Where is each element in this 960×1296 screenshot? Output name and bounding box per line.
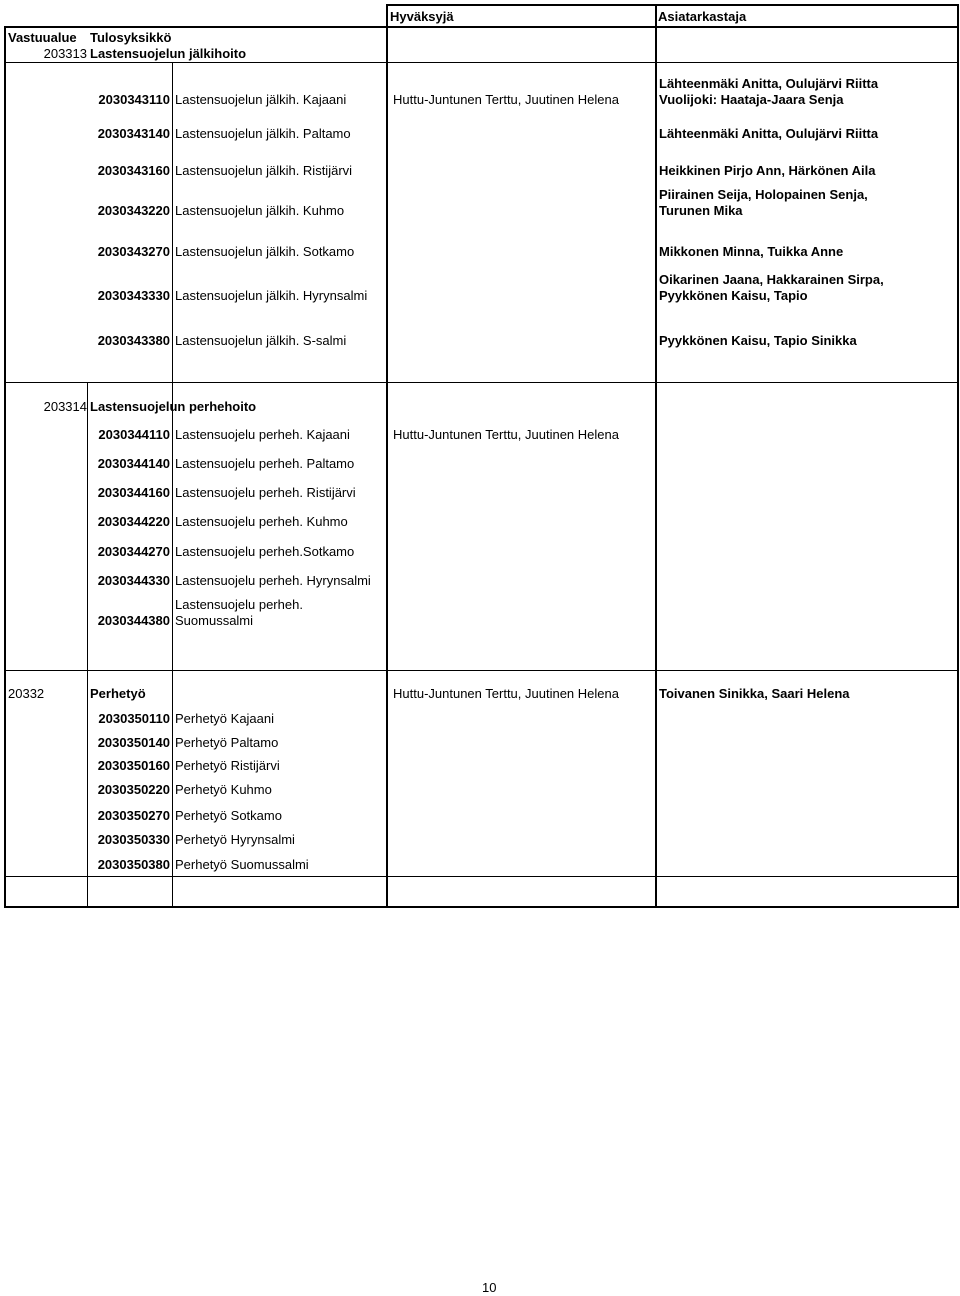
section-title: Lastensuojelun jälkihoito [90, 46, 247, 61]
row-name: Lastensuojelun jälkih. Paltamo [175, 126, 351, 141]
row-code: 2030344160 [97, 485, 170, 500]
row-code: 2030344110 [98, 427, 170, 442]
row-code: 2030344330 [97, 573, 170, 588]
row-name: Perhetyö Hyrynsalmi [175, 832, 295, 847]
row-checker-2: Vuolijoki: Haataja-Jaara Senja [659, 92, 844, 107]
row-code: 2030350270 [97, 808, 170, 823]
row-code: 2030350110 [98, 711, 170, 726]
row-name: Perhetyö Sotkamo [175, 808, 282, 823]
header-tulosyksikko: Tulosyksikkö [90, 30, 172, 45]
row-name: Perhetyö Kajaani [175, 711, 275, 726]
row-name: Lastensuojelun jälkih. S-salmi [175, 333, 347, 348]
section-title: Lastensuojelun perhehoito [90, 399, 257, 414]
row-code: 2030350330 [97, 832, 170, 847]
header-vastuualue: Vastuualue [8, 30, 77, 45]
row-approver: Huttu-Juntunen Terttu, Juutinen Helena [393, 92, 619, 107]
row-name: Lastensuojelu perheh.Sotkamo [175, 544, 355, 559]
row-name: Lastensuojelu perheh. Paltamo [175, 456, 355, 471]
section-code: 203314 [43, 399, 87, 414]
col-line-code [172, 62, 173, 907]
row-checker-2: Turunen Mika [659, 203, 743, 218]
outer-top [4, 26, 959, 28]
row-code: 2030344140 [97, 456, 170, 471]
row-code: 2030343140 [97, 126, 170, 141]
section-code: 20332 [8, 686, 45, 701]
section-title: Perhetyö [90, 686, 146, 701]
section-approver: Huttu-Juntunen Terttu, Juutinen Helena [393, 686, 619, 701]
row-code: 2030344270 [97, 544, 170, 559]
row-code: 2030343270 [97, 244, 170, 259]
row-code: 2030350220 [97, 782, 170, 797]
header-top-line [386, 4, 959, 6]
row-checker: Piirainen Seija, Holopainen Senja, [659, 187, 868, 202]
page-number: 10 [482, 1280, 497, 1295]
row-code: 2030344220 [97, 514, 170, 529]
row-code: 2030350140 [97, 735, 170, 750]
header-asiatarkastaja: Asiatarkastaja [658, 9, 747, 24]
row-checker: Lähteenmäki Anitta, Oulujärvi Riitta [659, 126, 879, 141]
row-code: 2030343160 [97, 163, 170, 178]
row-code: 2030350160 [97, 758, 170, 773]
row-checker: Pyykkönen Kaisu, Tapio Sinikka [659, 333, 857, 348]
row-name: Lastensuojelu perheh. Ristijärvi [175, 485, 356, 500]
section-line-2 [4, 382, 959, 383]
row-name: Lastensuojelun jälkih. Ristijärvi [175, 163, 353, 178]
section-line-1 [4, 62, 959, 63]
row-checker: Mikkonen Minna, Tuikka Anne [659, 244, 844, 259]
row-name: Perhetyö Ristijärvi [175, 758, 280, 773]
row-name: Perhetyö Kuhmo [175, 782, 272, 797]
row-name: Perhetyö Suomussalmi [175, 857, 309, 872]
section-line-3 [4, 670, 959, 671]
row-checker: Heikkinen Pirjo Ann, Härkönen Aila [659, 163, 876, 178]
row-name: Lastensuojelun jälkih. Kajaani [175, 92, 347, 107]
row-name: Lastensuojelu perheh. Kajaani [175, 427, 350, 442]
row-name: Lastensuojelu perheh. Hyrynsalmi [175, 573, 371, 588]
row-checker-2: Pyykkönen Kaisu, Tapio [659, 288, 808, 303]
section-line-4 [4, 876, 959, 877]
outer-left [4, 26, 6, 907]
col-line-approver [655, 4, 657, 907]
row-name: Lastensuojelun jälkih. Sotkamo [175, 244, 355, 259]
col-line-name [386, 4, 388, 907]
row-checker: Lähteenmäki Anitta, Oulujärvi Riitta [659, 76, 879, 91]
outer-bottom [4, 906, 959, 908]
row-code: 2030350380 [97, 857, 170, 872]
row-name: Lastensuojelu perheh. [175, 597, 303, 612]
header-right-line [957, 4, 959, 28]
row-code: 2030344380 [97, 613, 170, 628]
row-name-2: Suomussalmi [175, 613, 254, 628]
header-hyvaksyja: Hyväksyjä [390, 9, 454, 24]
row-name: Lastensuojelun jälkih. Hyrynsalmi [175, 288, 368, 303]
row-code: 2030343380 [97, 333, 170, 348]
row-name: Lastensuojelu perheh. Kuhmo [175, 514, 348, 529]
row-code: 2030343220 [97, 203, 170, 218]
section-code: 203313 [43, 46, 87, 61]
row-name: Lastensuojelun jälkih. Kuhmo [175, 203, 345, 218]
outer-right [957, 26, 959, 907]
row-code: 2030343330 [97, 288, 170, 303]
row-checker: Oikarinen Jaana, Hakkarainen Sirpa, [659, 272, 884, 287]
row-approver: Huttu-Juntunen Terttu, Juutinen Helena [393, 427, 619, 442]
section-checker: Toivanen Sinikka, Saari Helena [659, 686, 850, 701]
row-code: 2030343110 [98, 92, 170, 107]
row-name: Perhetyö Paltamo [175, 735, 279, 750]
